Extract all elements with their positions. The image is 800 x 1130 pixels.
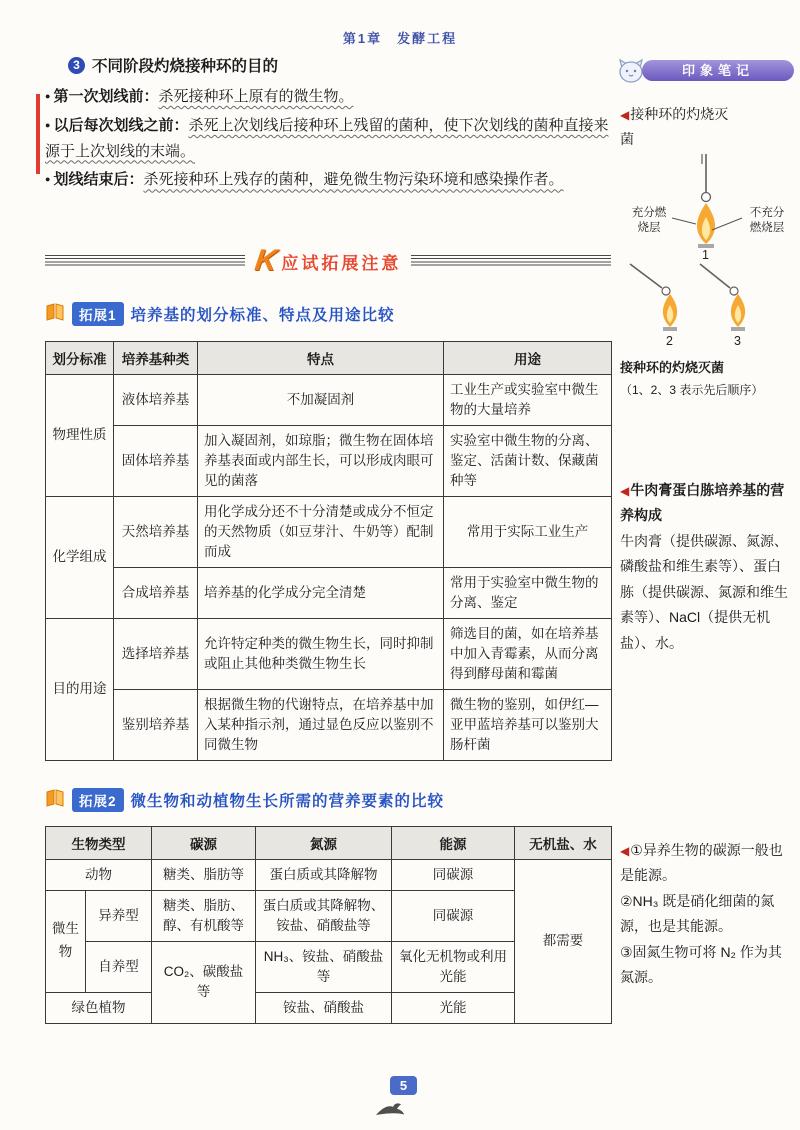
bullet-lead: 划线结束后： [53, 171, 144, 189]
bullet-item [45, 167, 611, 193]
diagram-number-2: 2 [666, 334, 673, 348]
cell-feature: 不加凝固剂 [198, 375, 444, 426]
nutrient-comparison-table [45, 826, 612, 1024]
bullet-text: 杀死接种环上残存的菌种，避免微生物污染环境和感染操作者。 [143, 171, 564, 189]
cell-standard-chemical: 化学组成 [46, 496, 114, 618]
cell-nitrogen: NH₃、铵盐、硝酸盐等 [256, 941, 392, 992]
table-header-row [46, 342, 612, 375]
cell-type-natural: 天然培养基 [114, 496, 198, 567]
flame-sterilization-diagram [618, 148, 794, 354]
section-heading [68, 54, 278, 76]
cell-green-plant: 绿色植物 [46, 992, 152, 1023]
page-number: 5 [390, 1076, 417, 1095]
left-arrow-icon: ◀ [620, 484, 630, 498]
cell-feature: 用化学成分还不十分清楚或成分不恒定的天然物质（如豆芽汁、牛奶等）配制而成 [198, 496, 444, 567]
diagram-number-3: 3 [734, 334, 741, 348]
cell-feature: 加入凝固剂，如琼脂；微生物在固体培养基表面或内部生长，可以形成肉眼可见的菌落 [198, 425, 444, 496]
cell-energy: 同碳源 [392, 860, 515, 891]
table-row [46, 860, 612, 891]
cell-microbe: 微生物 [46, 890, 86, 992]
bullet-lead: 第一次划线前： [53, 88, 159, 105]
cell-carbon: 糖类、脂肪、醇、有机酸等 [152, 890, 256, 941]
cell-nitrogen: 铵盐、硝酸盐 [256, 992, 392, 1023]
expand1-title: 培养基的划分标准、特点及用途比较 [130, 307, 395, 324]
label-partial-combustion: 不充分燃烧层 [749, 207, 785, 234]
cell-feature: 培养基的化学成分完全清楚 [198, 567, 444, 618]
cell-nitrogen: 蛋白质或其降解物 [256, 860, 392, 891]
cell-energy: 同碳源 [392, 890, 515, 941]
cell-autotroph: 自养型 [86, 941, 152, 992]
cell-type-selective: 选择培养基 [114, 618, 198, 689]
divider-lines-right [411, 255, 611, 268]
bullet-item [45, 84, 611, 110]
cell-type-synthetic: 合成培养基 [114, 567, 198, 618]
cell-feature: 允许特定种类的微生物生长，同时抑制或阻止其他种类微生物生长 [198, 618, 444, 689]
cell-use: 工业生产或实验室中微生物的大量培养 [444, 375, 612, 426]
side-note-loop-sterilization [620, 102, 742, 153]
cell-all-need: 都需要 [515, 860, 612, 1024]
section-title: 不同阶段灼烧接种环的目的 [92, 58, 279, 75]
bullet-dot-icon: ● [45, 119, 51, 130]
cell-type-solid: 固体培养基 [114, 425, 198, 496]
table-row [46, 689, 612, 760]
header-use: 用途 [444, 342, 612, 375]
note2-title: 牛肉膏蛋白胨培养基的营养构成 [620, 482, 785, 524]
left-arrow-icon: ◀ [620, 108, 630, 122]
divider-label: 应试拓展注意 [281, 253, 402, 273]
header-carbon: 碳源 [152, 827, 256, 860]
expand1-badge: 拓展1 [72, 302, 124, 326]
cell-animal: 动物 [46, 860, 152, 891]
table-row [46, 375, 612, 426]
bullet-dot-icon: ● [45, 174, 51, 185]
bullet-text: 杀死上次划线后接种环上残留的菌种，使下次划线的菌种直接来源于上次划线的末端。 [45, 116, 609, 160]
note3-item: ③固氮生物可将 N₂ 作为其氮源。 [620, 943, 782, 986]
cell-energy: 光能 [392, 992, 515, 1023]
cell-heterotroph: 异养型 [86, 890, 152, 941]
note1-text: 接种环的灼烧灭菌 [620, 106, 729, 148]
cell-nitrogen: 蛋白质或其降解物、铵盐、硝酸盐等 [256, 890, 392, 941]
cell-use: 常用于实验室中微生物的分离、鉴定 [444, 567, 612, 618]
left-arrow-icon: ◀ [620, 844, 630, 858]
cell-type-differential: 鉴别培养基 [114, 689, 198, 760]
divider-lines-left [45, 255, 245, 268]
table-row [46, 425, 612, 496]
k-logo: K [252, 244, 279, 277]
header-salts-water: 无机盐、水 [515, 827, 612, 860]
header-media-type: 培养基种类 [114, 342, 198, 375]
section-divider [45, 246, 611, 276]
header-nitrogen: 氮源 [256, 827, 392, 860]
diagram-number-1: 1 [702, 248, 709, 262]
side-note-medium-composition [620, 478, 794, 656]
expand2-badge: 拓展2 [72, 788, 124, 812]
bullet-lead: 以后每次划线之前： [53, 116, 189, 134]
header-feature: 特点 [198, 342, 444, 375]
expand1-heading [45, 302, 611, 326]
cell-feature: 根据微生物的代谢特点，在培养基中加入某种指示剂，通过显色反应以鉴别不同微生物 [198, 689, 444, 760]
cell-use: 筛选目的菌，如在培养基中加入青霉素，从而分离得到酵母菌和霉菌 [444, 618, 612, 689]
table-row [46, 567, 612, 618]
cell-energy: 氧化无机物或利用光能 [392, 941, 515, 992]
header-standard: 划分标准 [46, 342, 114, 375]
section-number-badge: 3 [68, 57, 85, 74]
table-row [46, 496, 612, 567]
table-row [46, 618, 612, 689]
cell-carbon: CO₂、碳酸盐等 [152, 941, 256, 1023]
header-energy: 能源 [392, 827, 515, 860]
diagram-caption-title: 接种环的灼烧灭菌 [620, 360, 725, 375]
cell-use: 常用于实际工业生产 [444, 496, 612, 567]
notebook-header [616, 58, 796, 84]
bullet-dot-icon: ● [45, 91, 51, 101]
chapter-header: 第1章 发酵工程 [342, 31, 458, 46]
expand2-title: 微生物和动植物生长所需的营养要素的比较 [130, 793, 445, 810]
note2-text: 牛肉膏（提供碳源、氮源、磷酸盐和维生素等）、蛋白胨（提供碳源、氮源和维生素等）、NaCl（提供无机盐）、水。 [620, 532, 788, 651]
book-icon [45, 789, 65, 812]
sidebar-title: 印象笔记 [642, 60, 794, 81]
media-comparison-table [45, 341, 612, 761]
header-organism-type: 生物类型 [46, 827, 152, 860]
note3-item: ②NH₃ 既是硝化细菌的氮源，也是其能源。 [620, 892, 775, 935]
bird-icon [374, 1100, 406, 1123]
cell-type-liquid: 液体培养基 [114, 375, 198, 426]
cell-standard-purpose: 目的用途 [46, 618, 114, 760]
section-bullets [45, 84, 611, 196]
cell-carbon: 糖类、脂肪等 [152, 860, 256, 891]
label-full-combustion: 充分燃烧层 [631, 207, 667, 234]
table-header-row [46, 827, 612, 860]
cell-use: 实验室中微生物的分离、鉴定、活菌计数、保藏菌种等 [444, 425, 612, 496]
margin-highlight-bar [36, 94, 40, 174]
book-icon [45, 303, 65, 326]
diagram-caption-order: （1、2、3 表示先后顺序） [620, 382, 764, 397]
bullet-text: 杀死接种环上原有的微生物。 [158, 88, 354, 105]
side-note-nutrition-tips [620, 838, 794, 991]
bullet-item [45, 113, 611, 165]
cell-use: 微生物的鉴别，如伊红—亚甲蓝培养基可以鉴别大肠杆菌 [444, 689, 612, 760]
note3-item: ①异养生物的碳源一般也是能源。 [620, 842, 783, 884]
diagram-caption [620, 358, 794, 399]
expand2-heading [45, 788, 611, 812]
cell-standard-physical: 物理性质 [46, 375, 114, 497]
